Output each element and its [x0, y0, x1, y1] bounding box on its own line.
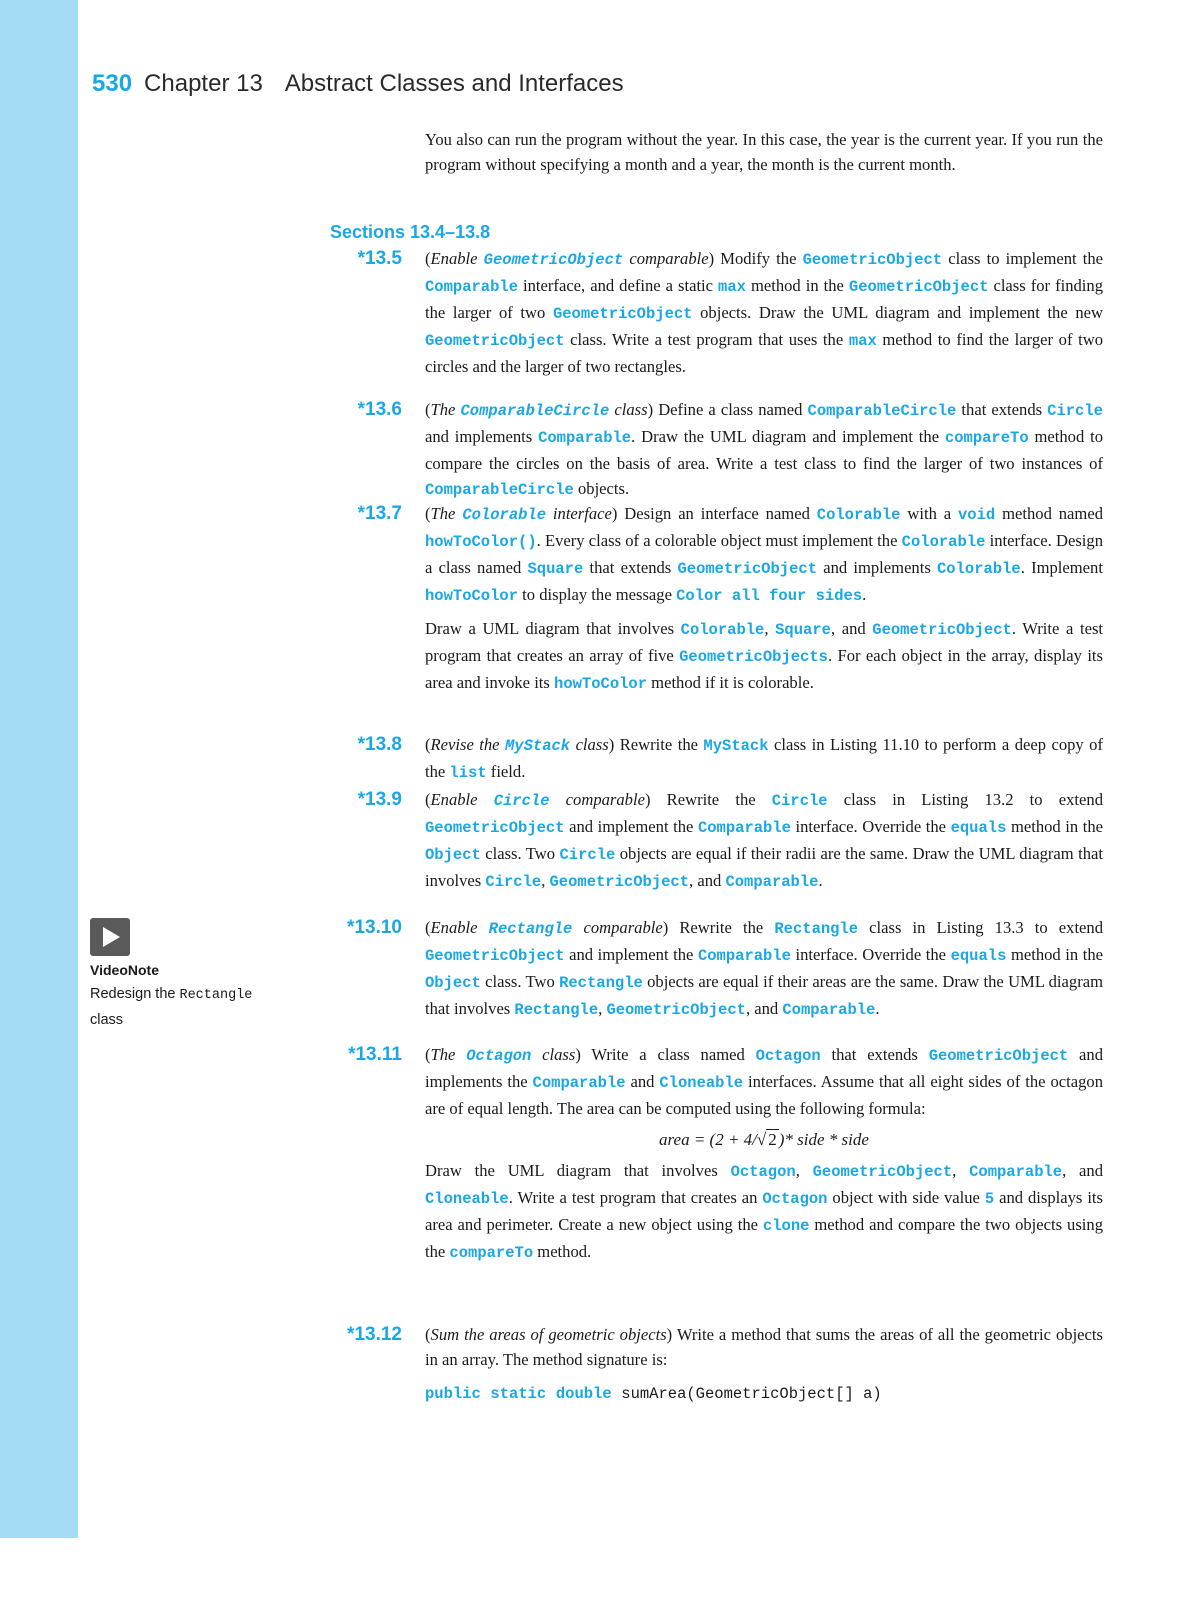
exercise-number: *13.5 — [357, 248, 402, 269]
exercise-text: (The Colorable interface) Design an interface named Colorable with a void method named howToColor(). Every class of a colorable object must implement the Colorable interface. Design a class named Square that extends GeometricObject and implements Colorable. Implement howToColor to display the message Color all four sides. Draw a UML diagram that involves Colorable, Square, and GeometricObject. Write a test program that creates an array of five GeometricObjects. For each object in the array, display its area and invoke its howToColor method if it is colorable. — [425, 504, 1104, 693]
chapter-title: Abstract Classes and Interfaces — [284, 70, 624, 97]
running-header — [92, 70, 624, 98]
exercise-number: *13.11 — [348, 1044, 402, 1065]
method-signature: public static double sumArea(GeometricObject[] a) — [425, 1385, 882, 1403]
intro-paragraph: You also can run the program without the year. In this case, the year is the current year. If you run the program without specifying a month and a year, the month is the current month. — [425, 130, 1103, 174]
exercise-text: (Sum the areas of geometric objects) Write a method that sums the areas of all the geometric objects in an array. The method signature is: public static double sumArea(GeometricObject[] a) — [425, 1322, 1103, 1407]
page-number: 530 — [92, 70, 133, 97]
videonote-description: Redesign the Rectangle class — [90, 986, 253, 1028]
exercise-number: *13.6 — [357, 399, 402, 420]
exercise-text: (The ComparableCircle class) Define a class named ComparableCircle that extends Circle and implements Comparable. Draw the UML diagram and implement the compareTo method to compare the circles on the basis of area. Write a test class to find the larger of two instances of ComparableCircle objects. — [425, 400, 1104, 499]
videonote-label: VideoNote — [90, 962, 159, 978]
exercise-text: (Enable GeometricObject comparable) Modify the GeometricObject class to implement the Comparable interface, and define a static max method in the GeometricObject class for finding the larger of two GeometricObject objects. Draw the UML diagram and implement the new GeometricObject class. Write a test program that uses the max method to find the larger of two circles and the larger of two rectangles. — [425, 249, 1104, 376]
exercise-number: *13.10 — [347, 917, 402, 938]
exercise-number: *13.9 — [357, 789, 402, 810]
exercise-text: (Enable Rectangle comparable) Rewrite the Rectangle class in Listing 13.3 to extend GeometricObject and implement the Comparable interface. Override the equals method in the Object class. Two Rectangle objects are equal if their areas are the same. Draw the UML diagram that involves Rectangle, GeometricObject, and Comparable. — [425, 918, 1104, 1019]
exercise-text: (The Octagon class) Write a class named Octagon that extends GeometricObject and implements the Comparable and Cloneable interfaces. Assume that all eight sides of the octagon are of equal length. The area can be computed using the following formula: area = (2 + 4/√ 2 )* side * side Draw the UML diagram that involves Octagon, GeometricObject, Comparable, and Cloneable. Write a test program that creates an Octagon object with side value 5 and displays its area and perimeter. Create a new object using the clone method and compare the two objects using the compareTo method. — [425, 1045, 1103, 1262]
exercise-number: *13.7 — [357, 503, 402, 524]
exercise-text: (Enable Circle comparable) Rewrite the Circle class in Listing 13.2 to extend GeometricObject and implement the Comparable interface. Override the equals method in the Object class. Two Circle objects are equal if their radii are the same. Draw the UML diagram that involves Circle, GeometricObject, and Comparable. — [425, 790, 1103, 891]
exercise-number: *13.12 — [347, 1324, 402, 1345]
chapter-label: Chapter 13 — [144, 70, 263, 97]
left-margin-band — [0, 0, 78, 1538]
videonote[interactable] — [90, 918, 290, 1033]
section-heading: Sections 13.4–13.8 — [330, 222, 491, 242]
exercise-text: (Revise the MyStack class) Rewrite the MyStack class in Listing 11.10 to perform a deep copy of the list field. — [425, 735, 1103, 782]
exercise-number: *13.8 — [357, 734, 402, 755]
play-video-icon[interactable] — [90, 918, 130, 956]
area-formula: area = (2 + 4/√ 2 )* side * side — [659, 1130, 869, 1149]
